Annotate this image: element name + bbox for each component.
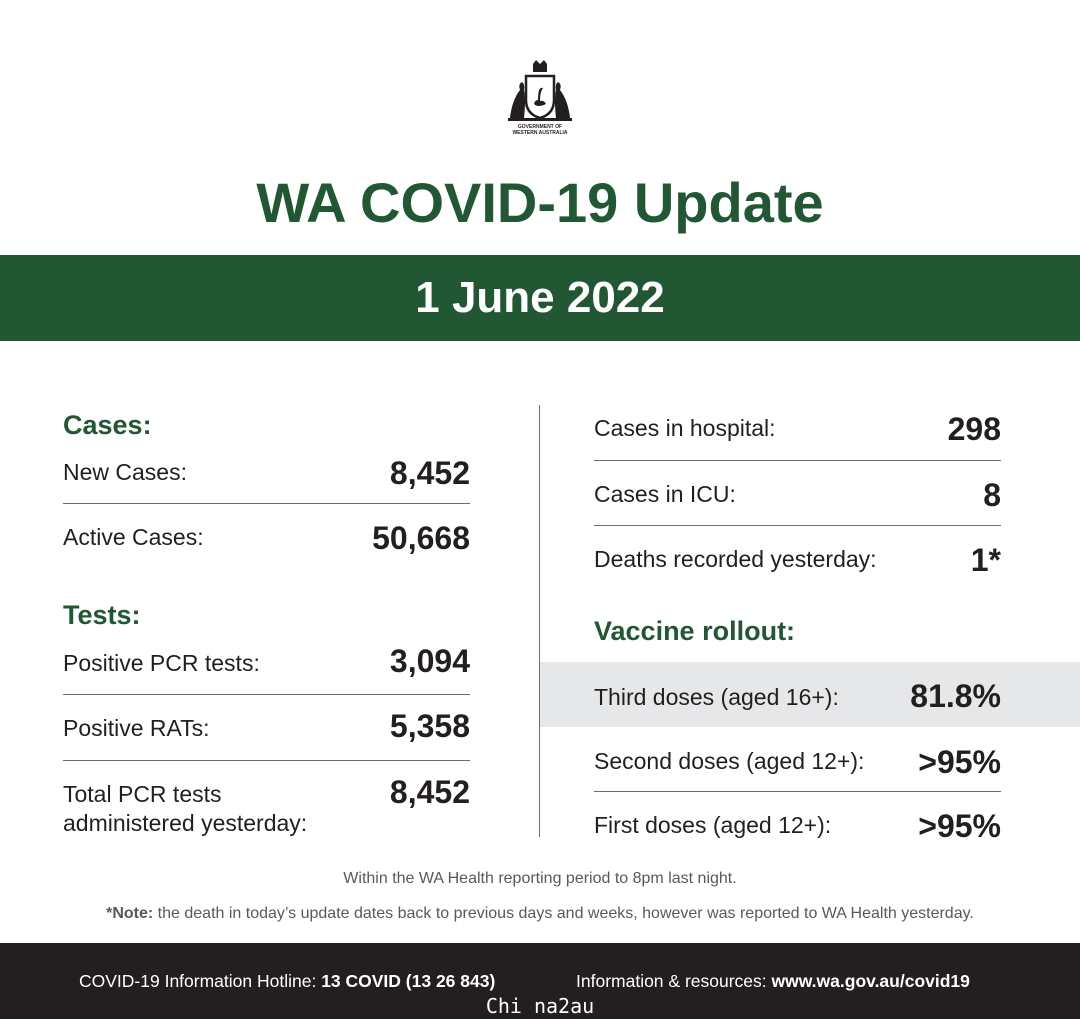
resources-label: Information & resources:	[576, 971, 772, 991]
active-cases-value: 50,668	[372, 520, 470, 556]
icu-label: Cases in ICU:	[594, 481, 736, 507]
reporting-period-note: Within the WA Health reporting period to 8pm last night.	[343, 870, 737, 887]
second-doses-value: >95%	[918, 744, 1001, 780]
page-title: WA COVID-19 Update	[256, 171, 824, 234]
note-prefix: *Note:	[106, 905, 154, 922]
divider	[594, 525, 1001, 526]
third-doses-value: 81.8%	[910, 678, 1001, 714]
hospital-value: 298	[947, 411, 1001, 447]
divider	[594, 791, 1001, 792]
resources-info	[576, 971, 970, 992]
new-cases-label: New Cases:	[63, 459, 187, 485]
divider	[63, 760, 470, 761]
positive-rats-value: 5,358	[389, 708, 470, 744]
date-banner	[0, 255, 1080, 341]
positive-pcr-label: Positive PCR tests:	[63, 650, 260, 676]
icu-value: 8	[983, 477, 1001, 513]
crest-caption-line1: GOVERNMENT OF	[517, 124, 563, 130]
hotline-number: 13 COVID (13 26 843)	[321, 971, 496, 991]
first-doses-label: First doses (aged 12+):	[594, 812, 832, 838]
wa-government-crest-icon	[500, 60, 580, 140]
first-doses-value: >95%	[918, 808, 1001, 844]
total-pcr-label-line2: administered yesterday:	[63, 810, 308, 836]
crest-caption-line2: WESTERN AUSTRALIA	[512, 130, 568, 136]
vaccine-heading: Vaccine rollout:	[594, 616, 796, 646]
total-pcr-label-line1: Total PCR tests	[63, 781, 222, 807]
divider	[63, 694, 470, 695]
total-pcr-value: 8,452	[389, 774, 470, 810]
divider	[594, 460, 1001, 461]
update-date: 1 June 2022	[415, 273, 665, 322]
hospital-label: Cases in hospital:	[594, 415, 776, 441]
hotline-info	[79, 971, 495, 992]
watermark: Chi na2au	[485, 994, 595, 1018]
third-doses-label: Third doses (aged 16+):	[594, 684, 839, 710]
deaths-label: Deaths recorded yesterday:	[594, 546, 877, 572]
cases-heading: Cases:	[63, 410, 152, 440]
tests-heading: Tests:	[63, 600, 141, 630]
column-divider	[539, 405, 540, 837]
active-cases-label: Active Cases:	[63, 524, 204, 550]
positive-pcr-value: 3,094	[389, 643, 470, 679]
new-cases-value: 8,452	[389, 455, 470, 491]
deaths-value: 1*	[970, 542, 1001, 578]
note-text: the death in today’s update dates back to previous days and weeks, however was reported to WA Health yesterday.	[153, 905, 974, 922]
death-note	[0, 905, 1080, 923]
positive-rats-label: Positive RATs:	[63, 715, 210, 741]
second-doses-label: Second doses (aged 12+):	[594, 748, 865, 774]
resources-link[interactable]: www.wa.gov.au/covid19	[771, 971, 970, 991]
divider	[63, 503, 470, 504]
hotline-label: COVID-19 Information Hotline:	[79, 971, 322, 991]
